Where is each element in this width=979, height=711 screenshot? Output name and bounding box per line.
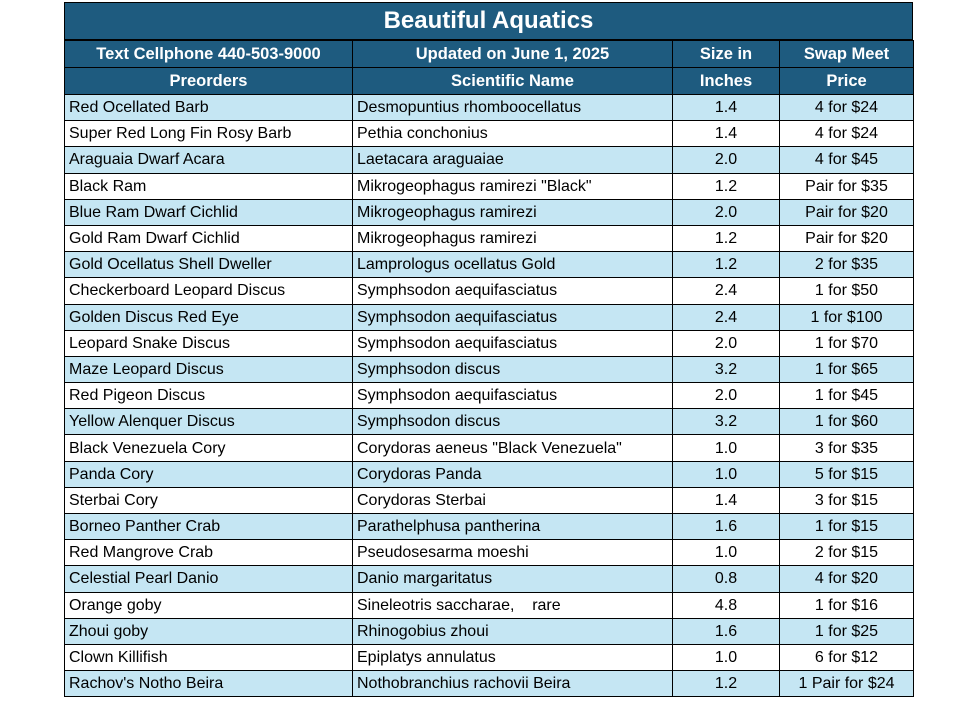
scientific-name-cell: Mikrogeophagus ramirezi	[353, 225, 673, 251]
common-name-cell: Panda Cory	[65, 461, 353, 487]
table-row	[65, 278, 914, 304]
common-name-cell: Gold Ocellatus Shell Dweller	[65, 252, 353, 278]
scientific-name-cell: Danio margaritatus	[353, 566, 673, 592]
price-cell: 1 for $50	[780, 278, 914, 304]
price-cell: 4 for $24	[780, 95, 914, 121]
table-row	[65, 671, 914, 697]
size-cell: 3.2	[673, 409, 780, 435]
price-cell: 1 for $65	[780, 356, 914, 382]
common-name-cell: Checkerboard Leopard Discus	[65, 278, 353, 304]
size-cell: 1.4	[673, 121, 780, 147]
common-name-cell: Zhoui goby	[65, 618, 353, 644]
size-cell: 1.4	[673, 95, 780, 121]
table-row	[65, 330, 914, 356]
scientific-name-cell: Pseudosesarma moeshi	[353, 540, 673, 566]
table-row	[65, 461, 914, 487]
scientific-name-cell: Symphsodon aequifasciatus	[353, 304, 673, 330]
price-cell: 2 for $35	[780, 252, 914, 278]
common-name-cell: Orange goby	[65, 592, 353, 618]
price-cell: 4 for $45	[780, 147, 914, 173]
table-row	[65, 435, 914, 461]
table-row	[65, 121, 914, 147]
size-cell: 1.2	[673, 173, 780, 199]
scientific-name-cell: Nothobranchius rachovii Beira	[353, 671, 673, 697]
size-cell: 2.0	[673, 383, 780, 409]
table-row	[65, 225, 914, 251]
common-name-cell: Red Mangrove Crab	[65, 540, 353, 566]
table-row	[65, 487, 914, 513]
header-size-line2: Inches	[673, 68, 780, 95]
price-table	[64, 40, 914, 697]
table-row	[65, 644, 914, 670]
table-row	[65, 147, 914, 173]
size-cell: 2.0	[673, 147, 780, 173]
size-cell: 1.2	[673, 252, 780, 278]
header-size-line1: Size in	[673, 41, 780, 68]
size-cell: 1.0	[673, 461, 780, 487]
table-row	[65, 383, 914, 409]
scientific-name-cell: Symphsodon aequifasciatus	[353, 330, 673, 356]
table-row	[65, 252, 914, 278]
common-name-cell: Sterbai Cory	[65, 487, 353, 513]
table-row	[65, 173, 914, 199]
price-cell: 3 for $15	[780, 487, 914, 513]
price-cell: 4 for $24	[780, 121, 914, 147]
scientific-name-cell: Desmopuntius rhomboocellatus	[353, 95, 673, 121]
common-name-cell: Golden Discus Red Eye	[65, 304, 353, 330]
scientific-name-cell: Epiplatys annulatus	[353, 644, 673, 670]
common-name-cell: Maze Leopard Discus	[65, 356, 353, 382]
table-row	[65, 566, 914, 592]
price-cell: 1 for $25	[780, 618, 914, 644]
price-cell: 1 for $16	[780, 592, 914, 618]
common-name-cell: Araguaia Dwarf Acara	[65, 147, 353, 173]
header-price-line1: Swap Meet	[780, 41, 914, 68]
common-name-cell: Gold Ram Dwarf Cichlid	[65, 225, 353, 251]
scientific-name-cell: Mikrogeophagus ramirezi "Black"	[353, 173, 673, 199]
price-cell: Pair for $20	[780, 225, 914, 251]
common-name-cell: Super Red Long Fin Rosy Barb	[65, 121, 353, 147]
size-cell: 1.2	[673, 671, 780, 697]
header-updated: Updated on June 1, 2025	[353, 41, 673, 68]
table-row	[65, 618, 914, 644]
common-name-cell: Leopard Snake Discus	[65, 330, 353, 356]
table-row	[65, 409, 914, 435]
scientific-name-cell: Laetacara araguaiae	[353, 147, 673, 173]
price-cell: 3 for $35	[780, 435, 914, 461]
size-cell: 1.6	[673, 514, 780, 540]
scientific-name-cell: Pethia conchonius	[353, 121, 673, 147]
sheet-title: Beautiful Aquatics	[64, 2, 913, 40]
scientific-name-cell: Mikrogeophagus ramirezi	[353, 199, 673, 225]
scientific-name-cell: Corydoras Panda	[353, 461, 673, 487]
table-row	[65, 95, 914, 121]
scientific-name-cell: Symphsodon discus	[353, 409, 673, 435]
scientific-name-cell: Sineleotris saccharae, rare	[353, 592, 673, 618]
scientific-name-cell: Rhinogobius zhoui	[353, 618, 673, 644]
size-cell: 1.0	[673, 540, 780, 566]
header-scientific-name: Scientific Name	[353, 68, 673, 95]
size-cell: 1.4	[673, 487, 780, 513]
size-cell: 1.0	[673, 644, 780, 670]
common-name-cell: Yellow Alenquer Discus	[65, 409, 353, 435]
price-cell: Pair for $20	[780, 199, 914, 225]
header-contact: Text Cellphone 440-503-9000	[65, 41, 353, 68]
size-cell: 0.8	[673, 566, 780, 592]
size-cell: 1.6	[673, 618, 780, 644]
common-name-cell: Black Venezuela Cory	[65, 435, 353, 461]
size-cell: 2.0	[673, 199, 780, 225]
table-row	[65, 540, 914, 566]
size-cell: 1.0	[673, 435, 780, 461]
table-row	[65, 514, 914, 540]
scientific-name-cell: Corydoras aeneus "Black Venezuela"	[353, 435, 673, 461]
price-list-sheet	[64, 2, 913, 697]
size-cell: 3.2	[673, 356, 780, 382]
table-body	[65, 95, 914, 697]
price-cell: 1 for $60	[780, 409, 914, 435]
price-cell: 1 for $100	[780, 304, 914, 330]
common-name-cell: Red Pigeon Discus	[65, 383, 353, 409]
scientific-name-cell: Corydoras Sterbai	[353, 487, 673, 513]
scientific-name-cell: Lamprologus ocellatus Gold	[353, 252, 673, 278]
table-row	[65, 199, 914, 225]
header-price-line2: Price	[780, 68, 914, 95]
price-cell: 1 for $70	[780, 330, 914, 356]
size-cell: 2.4	[673, 304, 780, 330]
common-name-cell: Black Ram	[65, 173, 353, 199]
price-cell: 1 for $45	[780, 383, 914, 409]
price-cell: 4 for $20	[780, 566, 914, 592]
common-name-cell: Rachov's Notho Beira	[65, 671, 353, 697]
common-name-cell: Celestial Pearl Danio	[65, 566, 353, 592]
table-row	[65, 592, 914, 618]
scientific-name-cell: Symphsodon discus	[353, 356, 673, 382]
scientific-name-cell: Parathelphusa pantherina	[353, 514, 673, 540]
common-name-cell: Clown Killifish	[65, 644, 353, 670]
scientific-name-cell: Symphsodon aequifasciatus	[353, 383, 673, 409]
price-cell: 1 for $15	[780, 514, 914, 540]
scientific-name-cell: Symphsodon aequifasciatus	[353, 278, 673, 304]
price-cell: Pair for $35	[780, 173, 914, 199]
size-cell: 2.4	[673, 278, 780, 304]
price-cell: 1 Pair for $24	[780, 671, 914, 697]
size-cell: 2.0	[673, 330, 780, 356]
size-cell: 4.8	[673, 592, 780, 618]
table-row	[65, 304, 914, 330]
common-name-cell: Blue Ram Dwarf Cichlid	[65, 199, 353, 225]
price-cell: 2 for $15	[780, 540, 914, 566]
table-header	[65, 41, 914, 95]
table-row	[65, 356, 914, 382]
price-cell: 6 for $12	[780, 644, 914, 670]
common-name-cell: Borneo Panther Crab	[65, 514, 353, 540]
price-cell: 5 for $15	[780, 461, 914, 487]
header-preorders: Preorders	[65, 68, 353, 95]
common-name-cell: Red Ocellated Barb	[65, 95, 353, 121]
size-cell: 1.2	[673, 225, 780, 251]
